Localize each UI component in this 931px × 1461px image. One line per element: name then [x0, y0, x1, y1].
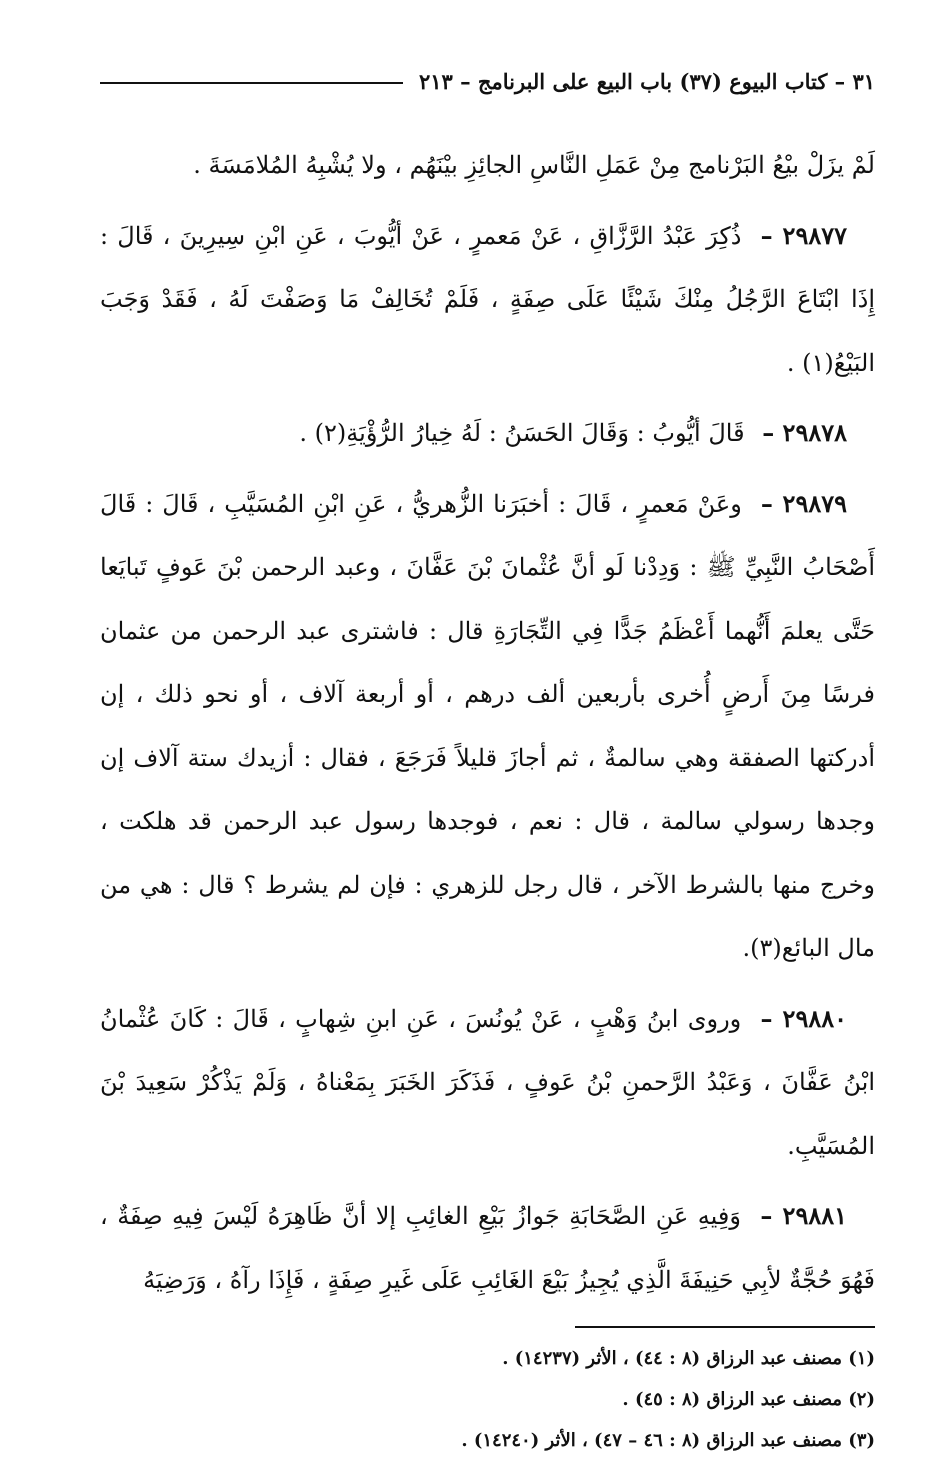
- footnote-1: (١) مصنف عبد الرزاق (٨ : ٤٤) ، الأثر (١٤٢٣٧) .: [502, 1348, 875, 1369]
- paragraph-text: لَمْ يزَلْ بيْعُ البَرْنامج مِنْ عَمَلِ النَّاسِ الجائِزِ بيْنَهُم ، ولا يُشْبِهُ المُلامَسَةَ .: [193, 151, 875, 179]
- paragraph-29878: [100, 401, 875, 466]
- paragraph-number: ٢٩٨٧٨ –: [762, 418, 847, 447]
- paragraph-29880: [100, 987, 875, 1179]
- footnote-rule: [575, 1326, 875, 1328]
- paragraph-text: وروى ابنُ وَهْبٍ ، عَنْ يُونُسَ ، عَنِ ابنِ شِهابٍ ، قَالَ : كَانَ عُثْمانُ ابْنُ عَفَّانَ ، وَعَبْدُ الرَّحمنِ بْنُ عَوفٍ ، فَذَكَرَ الخَبَرَ بِمَعْناهُ ، وَلَمْ يَذْكُرْ سَعِيدَ بْنَ المُسَيَّبِ.: [100, 1004, 875, 1160]
- paragraph-text: وعَنْ مَعمرٍ ، قَالَ : أخبَرَنا الزُّهريُّ ، عَنِ ابْنِ المُسَيَّبِ ، قَالَ : قَالَ أَصْحَابُ النَّبِيِّ ﷺ : وَدِدْنا لَو أنَّ عُثْمانَ بْنَ عَفَّانَ ، وعبد الرحمن بْنَ عَوفٍ تَبايَعا حَتَّى يعلمَ أَنُّهما أَعْظَمُ جَدًّا فِي التِّجَارَةِ قال : فاشترى عبد الرحمن من عثمان فرسًا مِنَ أَرضٍ أُخرى بأربعين ألف درهم ، أو أربعة آلاف ، أو نحو ذلك ، إن أدركتها الصفقة وهي سالمةٌ ، ثم أجازَ قليلاً فَرَجَعَ ، فقال : أزيدك ستة آلاف إن وجدها رسولي سالمة ، قال : نعم ، فوجدها رسول عبد الرحمن قد هلكت ، وخرج منها بالشرط الآخر ، قال رجل للزهري : فإن لم يشرط ؟ قال : هي من مال البائع(٣).: [100, 489, 875, 962]
- paragraph-number: ٢٩٨٧٩ –: [760, 488, 847, 518]
- footnote-2: (٢) مصنف عبد الرزاق (٨ : ٤٥) .: [622, 1389, 875, 1410]
- header-title: ٣١ – كتاب البيوع (٣٧) باب البيع على البرنامج – ٢١٣: [418, 68, 875, 94]
- header-rule: [100, 82, 403, 84]
- paragraph-text: ذُكِرَ عَبْدُ الرَّزَّاقِ ، عَنْ مَعمرٍ ، عَنْ أيُّوبَ ، عَنِ ابْنِ سِيرِينَ ، قَالَ : إِذَا ابْتَاعَ الرَّجُلُ مِنْكَ شَيْئًا عَلَى صِفَةٍ ، فَلَمْ تُخَالِفْ مَا وَصَفْتَ لَهُ ، فَقَدْ وَجَبَ البَيْعُ(١) .: [100, 221, 875, 377]
- footnotes: [100, 1338, 875, 1461]
- paragraph-29879: [100, 472, 875, 981]
- paragraph-29877: [100, 204, 875, 396]
- footnote-3: (٣) مصنف عبد الرزاق (٨ : ٤٦ – ٤٧) ، الأثر (١٤٢٤٠) .: [461, 1430, 875, 1451]
- paragraph-29881: [100, 1184, 875, 1312]
- main-text: [100, 134, 875, 1312]
- paragraph-text: وَفِيهِ عَنِ الصَّحَابَةِ جَوازُ بَيْعِ الغائِبِ إلا أنَّ ظَاهِرَهُ لَيْسَ فِيهِ صِفَةٌ ، فَهُوَ حُجَّةٌ لأبِي حَنِيفَةَ الَّذِي يُجِيزُ بَيْعَ الغَائِبِ عَلَى غَيرِ صِفَةٍ ، فَإِذَا رآهُ ، وَرَضِيَهُ: [100, 1202, 875, 1294]
- book-page: [100, 62, 875, 1451]
- paragraph-text: قَالَ أيُّوبُ : وَقَالَ الحَسَنُ : لَهُ خِيارُ الرُّؤْيَةِ(٢) .: [299, 419, 745, 447]
- paragraph-number: ٢٩٨٧٧ –: [760, 220, 847, 250]
- paragraph-intro: [100, 134, 875, 198]
- paragraph-number: ٢٩٨٨٠ –: [760, 1003, 847, 1033]
- running-header: [100, 62, 875, 100]
- paragraph-number: ٢٩٨٨١ –: [760, 1201, 847, 1230]
